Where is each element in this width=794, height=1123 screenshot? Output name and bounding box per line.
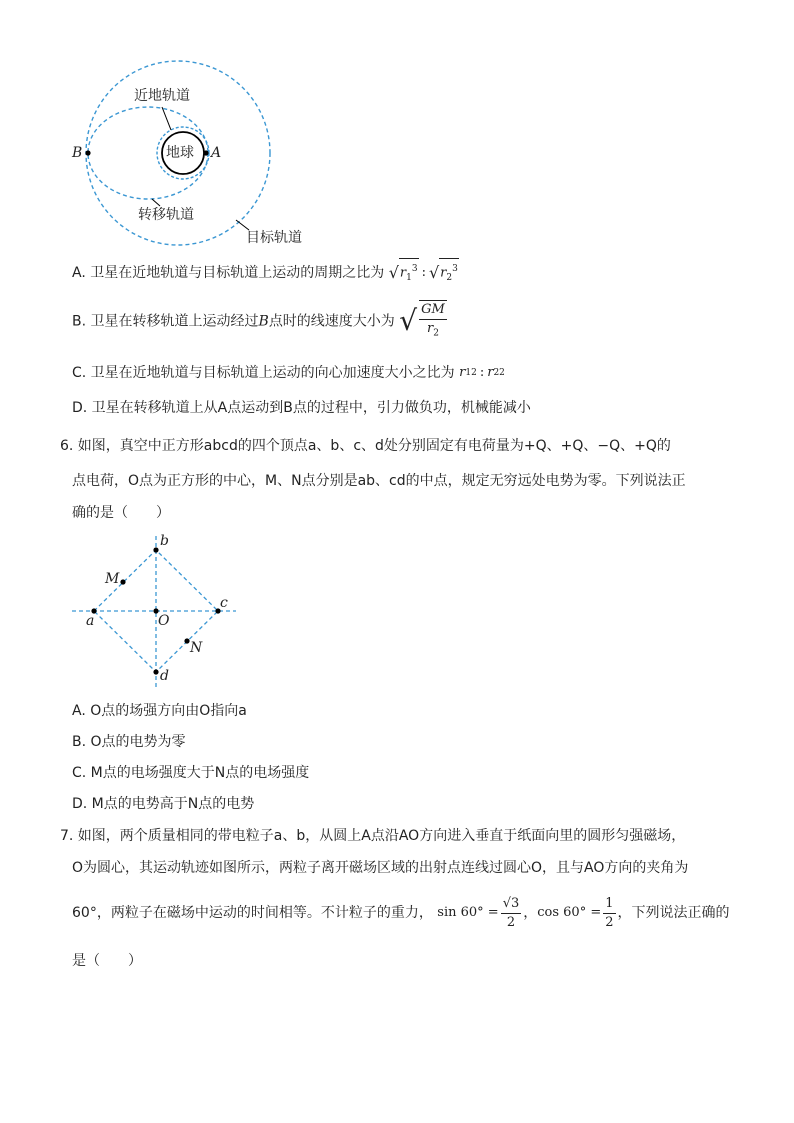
midpoint-m-label: M	[105, 571, 120, 587]
q7-stem-line-2: O为圆心，其运动轨迹如图所示，两粒子离开磁场区域的出射点连线过圆心O，且与AO方向的夹角为	[72, 860, 689, 876]
midpoint-m-dot	[120, 579, 125, 584]
q5-option-c-formula: r 1 2 : r 2 2	[459, 365, 505, 380]
transfer-orbit-pointer	[152, 199, 160, 206]
q7-stem-line-3-b: ，下列说法正确的	[617, 905, 730, 921]
cos-formula: cos 60° = $\frac{1}{2}$	[537, 895, 614, 930]
vertex-b-label: b	[160, 533, 169, 549]
midpoint-n-label: N	[190, 640, 203, 656]
q5-option-b[interactable]	[72, 300, 449, 343]
q6-stem-line-1: 6. 如图，真空中正方形abcd的四个顶点a、b、c、d处分别固定有电荷量为+Q、+Q、−Q、+Q的	[60, 438, 671, 454]
near-orbit-label: 近地轨道	[134, 88, 190, 104]
sin-formula: sin 60° = $\frac{√3}{2}$	[437, 895, 520, 930]
point-b-label: B	[72, 145, 83, 161]
earth-label: 地球	[166, 145, 194, 161]
q6-option-c[interactable]: C. M点的电场强度大于N点的电场强度	[72, 765, 310, 781]
q7-stem-line-3	[72, 893, 730, 933]
target-orbit-pointer	[236, 220, 249, 230]
point-a-label: A	[211, 145, 222, 161]
target-orbit-label: 目标轨道	[246, 230, 302, 246]
midpoint-n-dot	[184, 638, 189, 643]
q6-option-a[interactable]: A. O点的场强方向由O指向a	[72, 703, 247, 719]
q5-option-d-text: D. 卫星在转移轨道上从A点运动到B点的过程中，引力做负功，机械能减小	[72, 400, 531, 416]
q5-option-a-formula: √ $r_1^3$ : √ $r_2^3$	[389, 258, 459, 288]
q5-option-c[interactable]	[72, 363, 505, 383]
q7-stem-line-1: 7. 如图，两个质量相同的带电粒子a、b，从圆上A点沿AO方向进入垂直于纸面向里的圆形匀强磁场，	[60, 828, 686, 844]
q5-option-b-point: B	[258, 313, 269, 330]
point-a-dot	[203, 150, 208, 155]
vertex-b-dot	[153, 547, 158, 552]
q6-stem-line-2: 点电荷，O点为正方形的中心，M、N点分别是ab、cd的中点，规定无穷远处电势为零。下列说法正	[72, 473, 686, 489]
q6-option-d[interactable]: D. M点的电势高于N点的电势	[72, 796, 255, 812]
near-orbit-pointer	[162, 107, 171, 130]
q5-option-a[interactable]	[72, 258, 459, 288]
q5-option-c-text: C. 卫星在近地轨道与目标轨道上运动的向心加速度大小之比为	[72, 365, 455, 381]
vertex-d-label: d	[160, 668, 169, 684]
q6-stem-line-3: 确的是（ ）	[72, 505, 170, 521]
q6-option-b[interactable]: B. O点的电势为零	[72, 734, 186, 750]
transfer-orbit-label: 转移轨道	[138, 207, 194, 223]
q7-stem-line-4: 是（ ）	[72, 953, 142, 969]
q5-option-b-text-1: B. 卫星在转移轨道上运动经过	[72, 313, 259, 330]
vertex-a-label: a	[86, 613, 95, 629]
vertex-c-label: c	[220, 595, 228, 611]
orbit-diagram	[60, 60, 350, 260]
vertex-d-dot	[153, 669, 158, 674]
q7-stem-line-3-a: 60°，两粒子在磁场中运动的时间相等。不计粒子的重力，	[72, 905, 433, 921]
q5-option-b-text-2: 点时的线速度大小为	[268, 313, 395, 330]
orbit-figure	[60, 60, 350, 260]
q7-comma: ，	[523, 905, 538, 921]
square-charge-figure	[70, 530, 250, 695]
point-b-dot	[85, 150, 90, 155]
q5-option-a-text: A. 卫星在近地轨道与目标轨道上运动的周期之比为	[72, 264, 385, 281]
q5-option-d[interactable]	[72, 398, 531, 418]
q5-option-b-formula: √ $\frac{GM}{r_2}$	[399, 300, 449, 343]
center-o-label: O	[158, 613, 170, 629]
